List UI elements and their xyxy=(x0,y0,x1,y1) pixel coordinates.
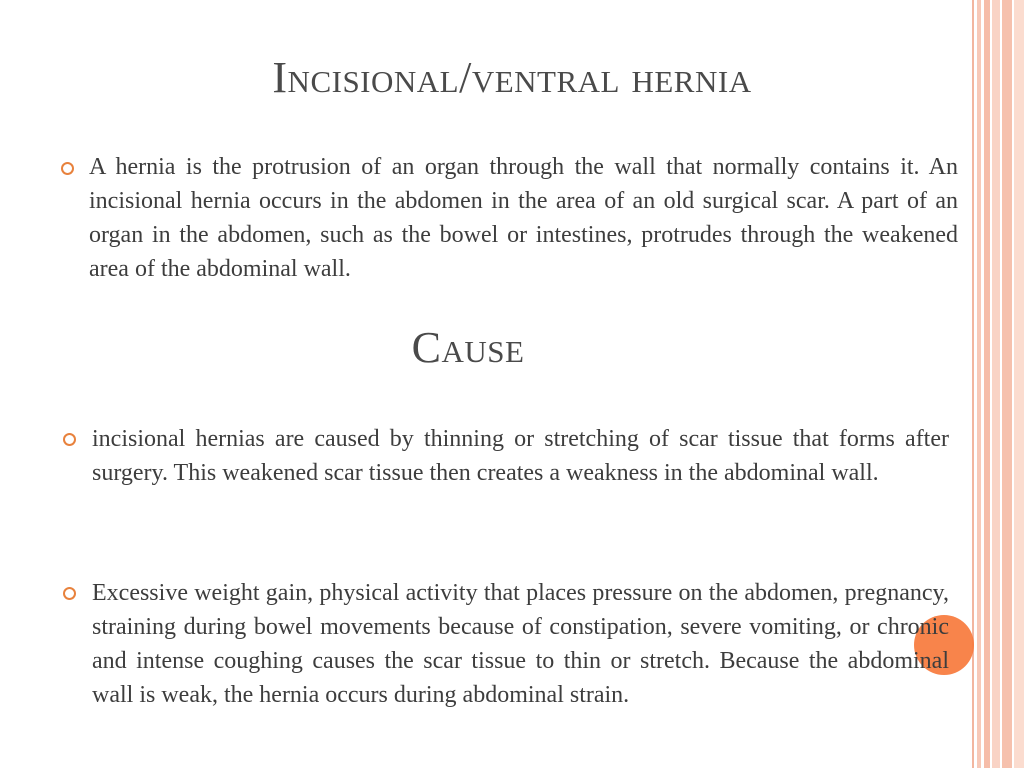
ring-bullet-icon xyxy=(63,433,76,446)
decorative-stripe xyxy=(984,0,990,768)
slide-title: Incisional/ventral hernia xyxy=(272,53,752,102)
bullet-text: incisional hernias are caused by thinning or stretching of scar tissue that forms after surgery. This weakened scar tissue then creates a weakness in the abdominal wall. xyxy=(92,426,949,486)
section-title: Cause xyxy=(411,323,525,372)
bullet-text: A hernia is the protrusion of an organ through the wall that normally contains it. An incisional hernia occurs in the abdomen in the area of an old surgical scar. A part of an organ in the abdomen, such as the bowel or intestines, protrudes through the weakened area of the abdominal wall. xyxy=(89,154,958,282)
decorative-stripe xyxy=(1002,0,1012,768)
decorative-stripe xyxy=(977,0,981,768)
ring-bullet-icon xyxy=(63,587,76,600)
bullet-item xyxy=(92,576,949,712)
decorative-stripe xyxy=(1014,0,1024,768)
ring-bullet-icon xyxy=(61,162,74,175)
bullet-item xyxy=(92,422,949,490)
bullet-item xyxy=(89,150,958,286)
bullet-text: Excessive weight gain, physical activity that places pressure on the abdomen, pregnancy, straining during bowel movements because of constipation, severe vomiting, or chronic and intense coughing causes the scar tissue to thin or stretch. Because the abdominal wall is weak, the hernia occurs during abdominal strain. xyxy=(92,580,949,708)
decorative-stripe xyxy=(992,0,1000,768)
